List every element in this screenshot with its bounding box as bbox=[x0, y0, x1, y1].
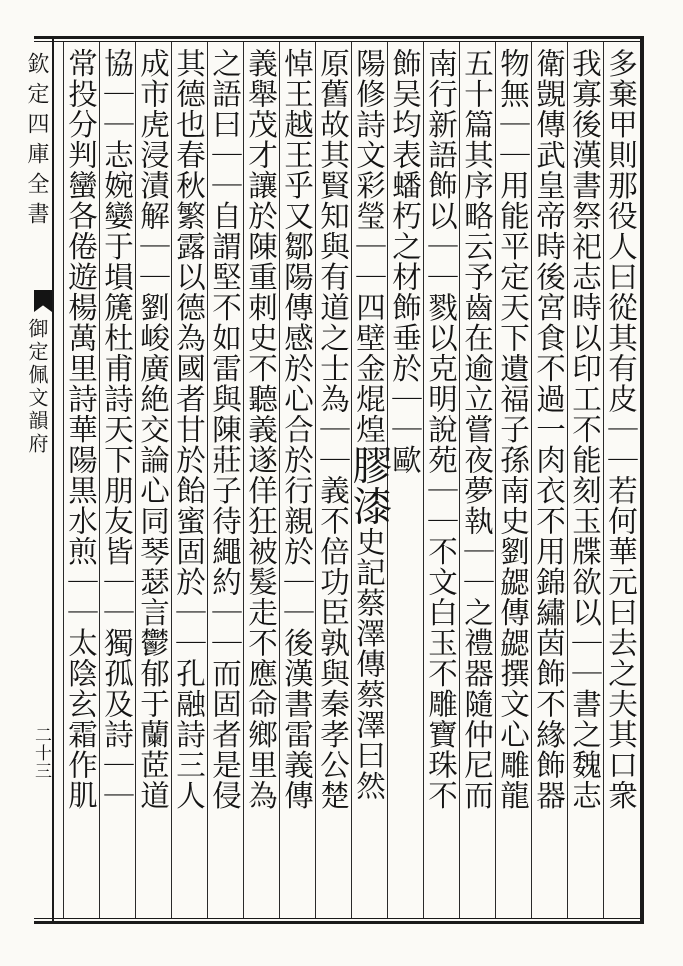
text-column-15: 協｜｜志婉孌于塤篪杜甫詩天下朋友皆｜｜獨孤及詩｜｜ bbox=[100, 48, 134, 811]
text-column-8 bbox=[346, 48, 392, 916]
text-column-14: 成市虎浸漬解｜｜劉峻廣絶交論心同琴瑟言鬱郁于蘭茝道 bbox=[136, 48, 170, 811]
book-title: 御定佩文韻府 bbox=[25, 318, 49, 456]
collection-title: 欽定四庫全書 bbox=[24, 52, 49, 232]
fish-tail-mark bbox=[34, 290, 52, 312]
text-column-11: 義舉茂才讓於陳重刺史不聽義遂佯狂被髮走不應命鄉里為 bbox=[244, 48, 278, 811]
text-column-6: 南行新語飾以｜｜戮以克明說苑｜｜不文白玉不雕寶珠不 bbox=[424, 48, 458, 811]
page-number: 二十三 bbox=[31, 726, 51, 780]
text-column-7: 飾吴均表蟠朽之材飾垂於｜｜歐 bbox=[388, 48, 422, 475]
text-column-1: 多棄甲則那役人曰從其有皮｜｜若何華元曰去之夫其口衆 bbox=[604, 48, 638, 811]
text-column-13: 其德也春秋繁露以德為國者甘於飴蜜固於｜｜孔融詩三人 bbox=[172, 48, 206, 811]
column-8-text: 陽修詩文彩瑩｜｜四壁金焜煌 bbox=[352, 48, 386, 445]
text-column-4: 物無｜｜用能平定天下遺福子孫南史劉勰傳勰撰文心雕龍 bbox=[496, 48, 530, 811]
text-column-10: 悼王越王乎又鄒陽傳感於心合於行親於｜｜後漢書雷義傳 bbox=[280, 48, 314, 811]
text-column-9: 原舊故其賢知與有道之士為｜｜義不倍功臣孰與秦孝公楚 bbox=[316, 48, 350, 811]
text-column-16: 常投分判蠻各倦遊楊萬里詩華陽黒水煎｜｜太陰玄霜作肌 bbox=[64, 48, 98, 811]
text-column-2: 我寡後漢書祭祀志時以印工不能刻玉牒欲以｜｜書之魏志 bbox=[568, 48, 602, 811]
bottom-border bbox=[34, 918, 644, 924]
text-column-3: 衛覬傳武皇帝時後宮食不過一肉衣不用錦繡茵飾不緣飾器 bbox=[532, 48, 566, 811]
right-border bbox=[640, 36, 644, 924]
text-column-5: 五十篇其序略云予齒在逾立嘗夜夢執｜｜之禮器隨仲尼而 bbox=[460, 48, 494, 811]
text-column-12: 之語曰｜｜自謂堅不如雷與陳莊子待繩約｜｜而固者是侵 bbox=[208, 48, 242, 811]
top-border bbox=[34, 36, 644, 42]
column-8-tail: 史記蔡澤傳蔡澤曰然 bbox=[352, 526, 386, 801]
entry-heading-marker: 膠漆 bbox=[346, 444, 392, 527]
